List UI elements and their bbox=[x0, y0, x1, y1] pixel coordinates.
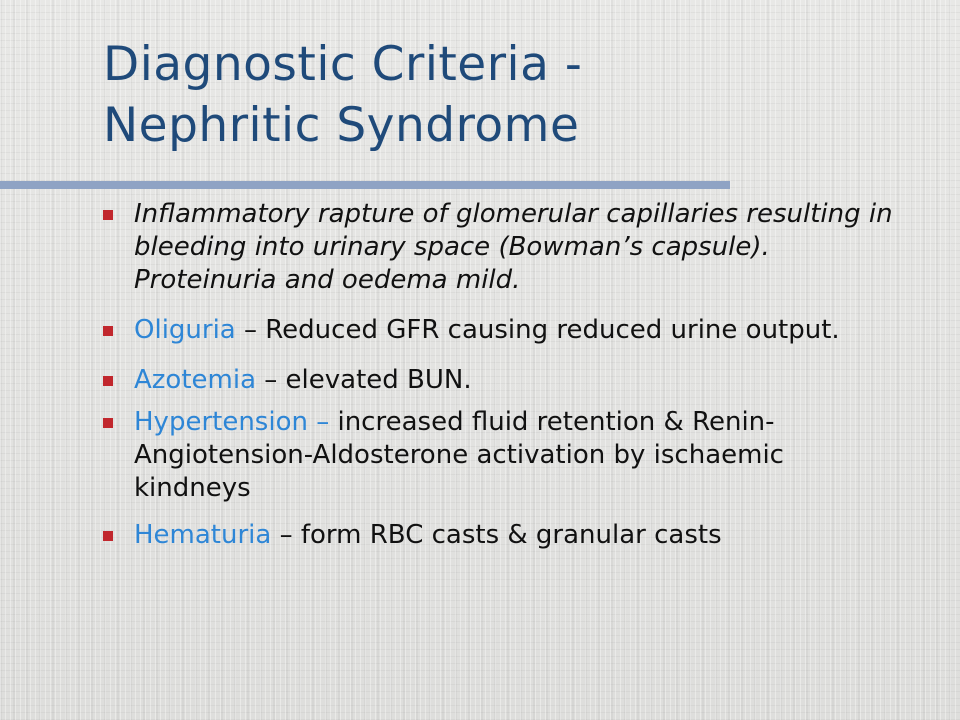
slide-title-line-1: Diagnostic Criteria - bbox=[103, 37, 583, 92]
bullet-term: Hypertension – bbox=[134, 407, 330, 437]
bullet-text: – elevated BUN. bbox=[256, 365, 472, 395]
bullet-hypertension bbox=[103, 406, 903, 505]
bullet-azotemia bbox=[103, 364, 903, 397]
bullet-term: Hematuria bbox=[134, 520, 272, 550]
bullet-list bbox=[103, 198, 903, 552]
bullet-text: – form RBC casts & granular casts bbox=[271, 520, 722, 550]
bullet-text: – Reduced GFR causing reduced urine output. bbox=[235, 315, 840, 345]
slide-title-line-2: Nephritic Syndrome bbox=[103, 98, 580, 153]
slide-title bbox=[103, 34, 923, 156]
title-divider bbox=[0, 181, 730, 189]
bullet-oliguria bbox=[103, 314, 903, 347]
bullet-term: Azotemia bbox=[134, 365, 257, 395]
bullet-hematuria bbox=[103, 519, 903, 552]
bullet-term: Oliguria bbox=[134, 315, 236, 345]
bullet-definition bbox=[103, 198, 903, 297]
bullet-text: Inflammatory rapture of glomerular capillaries resulting in bleeding into urinary space (Bowman’s capsule). Proteinuria and oedema mild. bbox=[134, 199, 893, 295]
bullet-text: increased fluid retention & Renin-Angiotension-Aldosterone activation by ischaemic kindneys bbox=[134, 407, 784, 503]
